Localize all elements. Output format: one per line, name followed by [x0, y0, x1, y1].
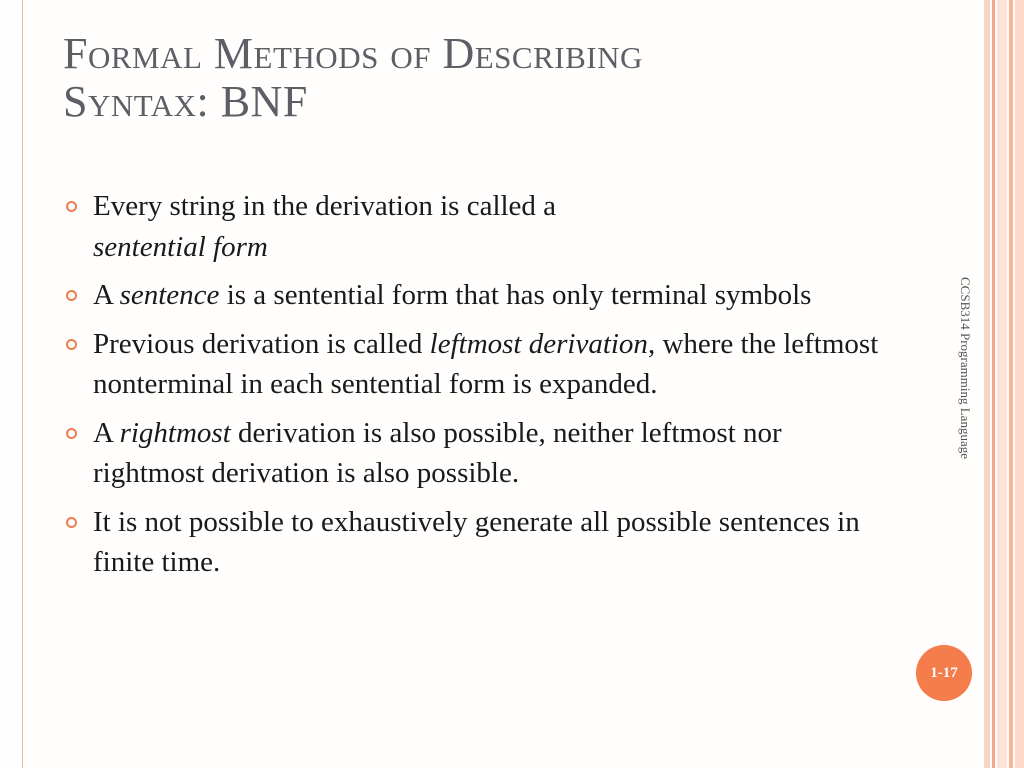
stripe [1009, 0, 1013, 768]
stripe [984, 0, 990, 768]
decorative-stripes [984, 0, 1024, 768]
hollow-circle-icon [66, 339, 77, 350]
hollow-circle-icon [66, 428, 77, 439]
bullet-text: Every string in the derivation is called a [93, 190, 557, 222]
stripe [1015, 0, 1024, 768]
slide-number: 1-17 [930, 664, 958, 681]
title-line: Syntax: BNF [63, 77, 308, 126]
bullet-text: , where the leftmost nonterminal in each sentential form is expanded. [93, 327, 879, 400]
bullet-text-italic: leftmost derivation [429, 327, 648, 360]
bullet-text-italic: sentence [119, 279, 220, 311]
bullet-text: It is not possible to exhaustively generate all possible sentences in finite time. [93, 505, 860, 578]
side-caption: CCSB314 Programming Language [958, 277, 973, 459]
stripe [997, 0, 1007, 768]
bullet-item [66, 186, 886, 267]
bullet-text-italic: sentential form [93, 230, 268, 263]
bullet-item [66, 413, 886, 494]
hollow-circle-icon [66, 290, 77, 301]
bullet-item [66, 502, 886, 583]
hollow-circle-icon [66, 517, 77, 528]
hollow-circle-icon [66, 201, 77, 212]
bullet-item [66, 324, 886, 405]
title-line: Formal Methods of Describing [63, 29, 643, 78]
page-title [63, 30, 803, 126]
bullet-text: derivation is also possible, neither leftmost nor rightmost derivation is also possible. [93, 416, 782, 489]
bullet-item [66, 275, 886, 316]
bullet-list [66, 186, 886, 591]
bullet-text: is a sentential form that has only terminal symbols [219, 279, 812, 311]
stripe [992, 0, 995, 768]
bullet-text: Previous derivation is called [93, 327, 430, 360]
bullet-text: A [93, 279, 120, 311]
bullet-text: A [93, 416, 120, 449]
slide-number-badge [916, 645, 972, 701]
bullet-text-italic: rightmost [119, 416, 231, 449]
